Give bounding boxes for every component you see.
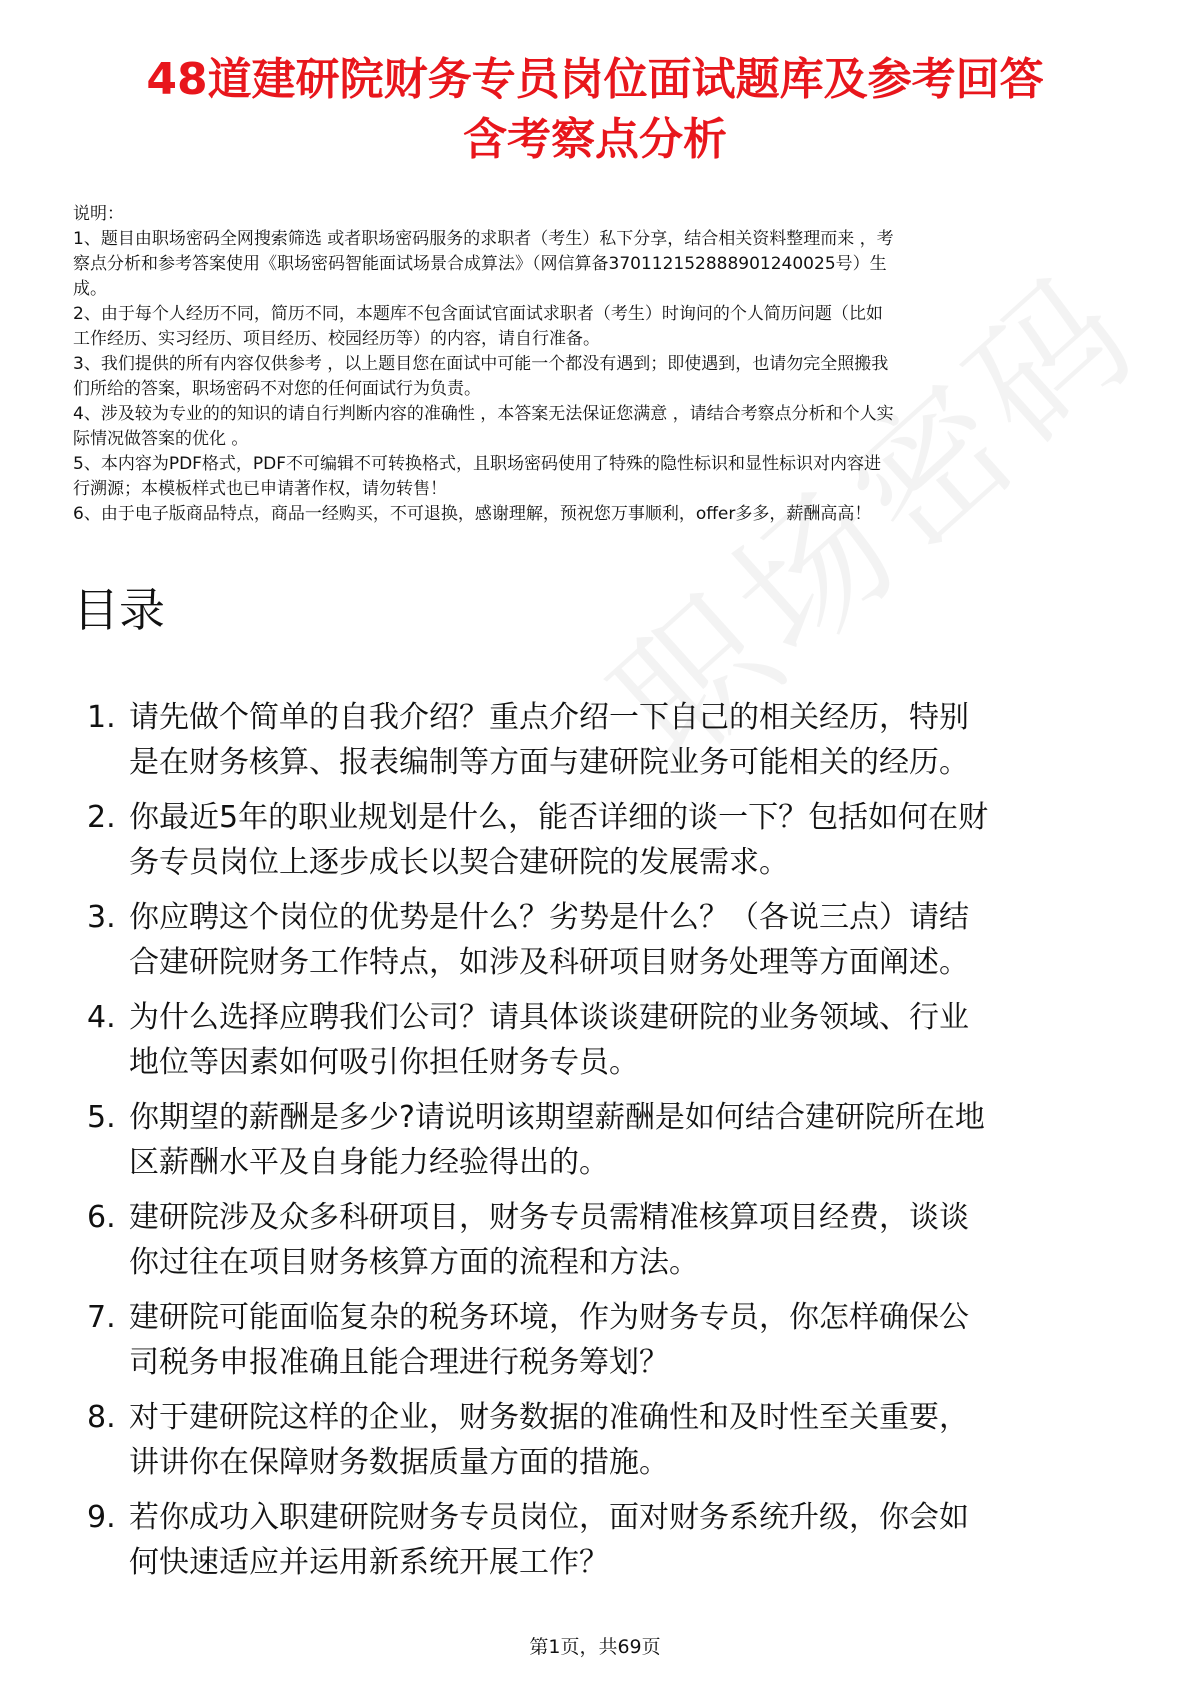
toc-item-number: 2. [87, 800, 116, 835]
toc-item-text [129, 995, 1129, 1085]
toc-item-text [129, 1195, 1129, 1285]
toc-item-number: 8. [87, 1400, 116, 1435]
toc-item-1[interactable] [73, 695, 1133, 795]
toc-item-number: 4. [87, 1000, 116, 1035]
toc-item-number: 7. [87, 1300, 116, 1335]
note-line: 6、由于电子版商品特点，商品一经购买，不可退换，感谢理解，预祝您万事顺利，offer多多，薪酬高高！ [73, 504, 872, 524]
toc-item-text [129, 1095, 1129, 1185]
toc-item-line: 对于建研院这样的企业，财务数据的准确性和及时性至关重要， [129, 1400, 969, 1435]
toc-item-line: 建研院可能面临复杂的税务环境，作为财务专员，你怎样确保公 [129, 1300, 969, 1335]
note-line: 4、涉及较为专业的的知识的请自行判断内容的准确性 ，本答案无法保证您满意 ，请结合考察点分析和个人实 [73, 404, 894, 424]
notes-section [73, 202, 1123, 527]
note-line: 们所给的答案，职场密码不对您的任何面试行为负责。 [73, 379, 481, 399]
toc-item-line: 你过往在项目财务核算方面的流程和方法。 [129, 1245, 699, 1280]
toc-item-line: 何快速适应并运用新系统开展工作？ [129, 1545, 609, 1580]
toc-list [73, 695, 1133, 1595]
note-line: 3、我们提供的所有内容仅供参考 ，以上题目您在面试中可能一个都没有遇到；即使遇到，也请勿完全照搬我 [73, 354, 889, 374]
toc-item-line: 务专员岗位上逐步成长以契合建研院的发展需求。 [129, 845, 789, 880]
toc-item-9[interactable] [73, 1495, 1133, 1595]
toc-item-text [129, 895, 1129, 985]
toc-item-line: 为什么选择应聘我们公司？请具体谈谈建研院的业务领域、行业 [129, 1000, 969, 1035]
toc-item-4[interactable] [73, 995, 1133, 1095]
toc-item-line: 你最近5年的职业规划是什么，能否详细的谈一下？包括如何在财 [129, 800, 989, 835]
toc-item-line: 司税务申报准确且能合理进行税务筹划？ [129, 1345, 669, 1380]
page-title-line-1: 48道建研院财务专员岗位面试题库及参考回答 [146, 54, 1044, 105]
page-number-footer: 第1页，共69页 [529, 1636, 661, 1658]
note-line: 工作经历、实习经历、项目经历、校园经历等）的内容，请自行准备。 [73, 329, 600, 349]
toc-item-number: 5. [87, 1100, 116, 1135]
toc-item-line: 若你成功入职建研院财务专员岗位，面对财务系统升级，你会如 [129, 1500, 969, 1535]
note-line: 5、本内容为PDF格式，PDF不可编辑不可转换格式，且职场密码使用了特殊的隐性标识和显性标识对内容进 [73, 454, 882, 474]
toc-item-line: 请先做个简单的自我介绍？重点介绍一下自己的相关经历，特别 [129, 700, 969, 735]
toc-item-3[interactable] [73, 895, 1133, 995]
toc-item-text [129, 795, 1129, 885]
toc-item-line: 是在财务核算、报表编制等方面与建研院业务可能相关的经历。 [129, 745, 969, 780]
toc-item-line: 地位等因素如何吸引你担任财务专员。 [129, 1045, 639, 1080]
toc-heading: 目录 [73, 583, 165, 637]
toc-item-line: 讲讲你在保障财务数据质量方面的措施。 [129, 1445, 669, 1480]
page-title [70, 50, 1120, 170]
toc-item-8[interactable] [73, 1395, 1133, 1495]
toc-item-5[interactable] [73, 1095, 1133, 1195]
toc-item-line: 合建研院财务工作特点，如涉及科研项目财务处理等方面阐述。 [129, 945, 969, 980]
toc-item-2[interactable] [73, 795, 1133, 895]
note-line: 察点分析和参考答案使用《职场密码智能面试场景合成算法》（网信算备370112152888901240025号）生 [73, 254, 887, 274]
notes-heading: 说明： [73, 204, 124, 224]
toc-item-text [129, 1395, 1129, 1485]
toc-item-line: 你应聘这个岗位的优势是什么？劣势是什么？（各说三点）请结 [129, 900, 969, 935]
toc-item-line: 建研院涉及众多科研项目，财务专员需精准核算项目经费，谈谈 [129, 1200, 969, 1235]
note-line: 际情况做答案的优化 。 [73, 429, 249, 449]
toc-item-number: 1. [87, 700, 116, 735]
note-line: 1、题目由职场密码全网搜索筛选 或者职场密码服务的求职者（考生）私下分享，结合相关资料整理而来 ，考 [73, 229, 894, 249]
toc-item-number: 9. [87, 1500, 116, 1535]
page-title-line-2: 含考察点分析 [463, 114, 727, 165]
toc-item-6[interactable] [73, 1195, 1133, 1295]
toc-item-7[interactable] [73, 1295, 1133, 1395]
note-line: 行溯源；本模板样式也已申请著作权，请勿转售！ [73, 479, 447, 499]
toc-item-number: 6. [87, 1200, 116, 1235]
toc-item-text [129, 695, 1129, 785]
toc-item-line: 你期望的薪酬是多少?请说明该期望薪酬是如何结合建研院所在地 [129, 1100, 985, 1135]
toc-item-line: 区薪酬水平及自身能力经验得出的。 [129, 1145, 609, 1180]
toc-item-number: 3. [87, 900, 116, 935]
toc-item-text [129, 1295, 1129, 1385]
toc-item-text [129, 1495, 1129, 1585]
note-line: 成。 [73, 279, 107, 299]
note-line: 2、由于每个人经历不同，简历不同，本题库不包含面试官面试求职者（考生）时询问的个人简历问题（比如 [73, 304, 883, 324]
